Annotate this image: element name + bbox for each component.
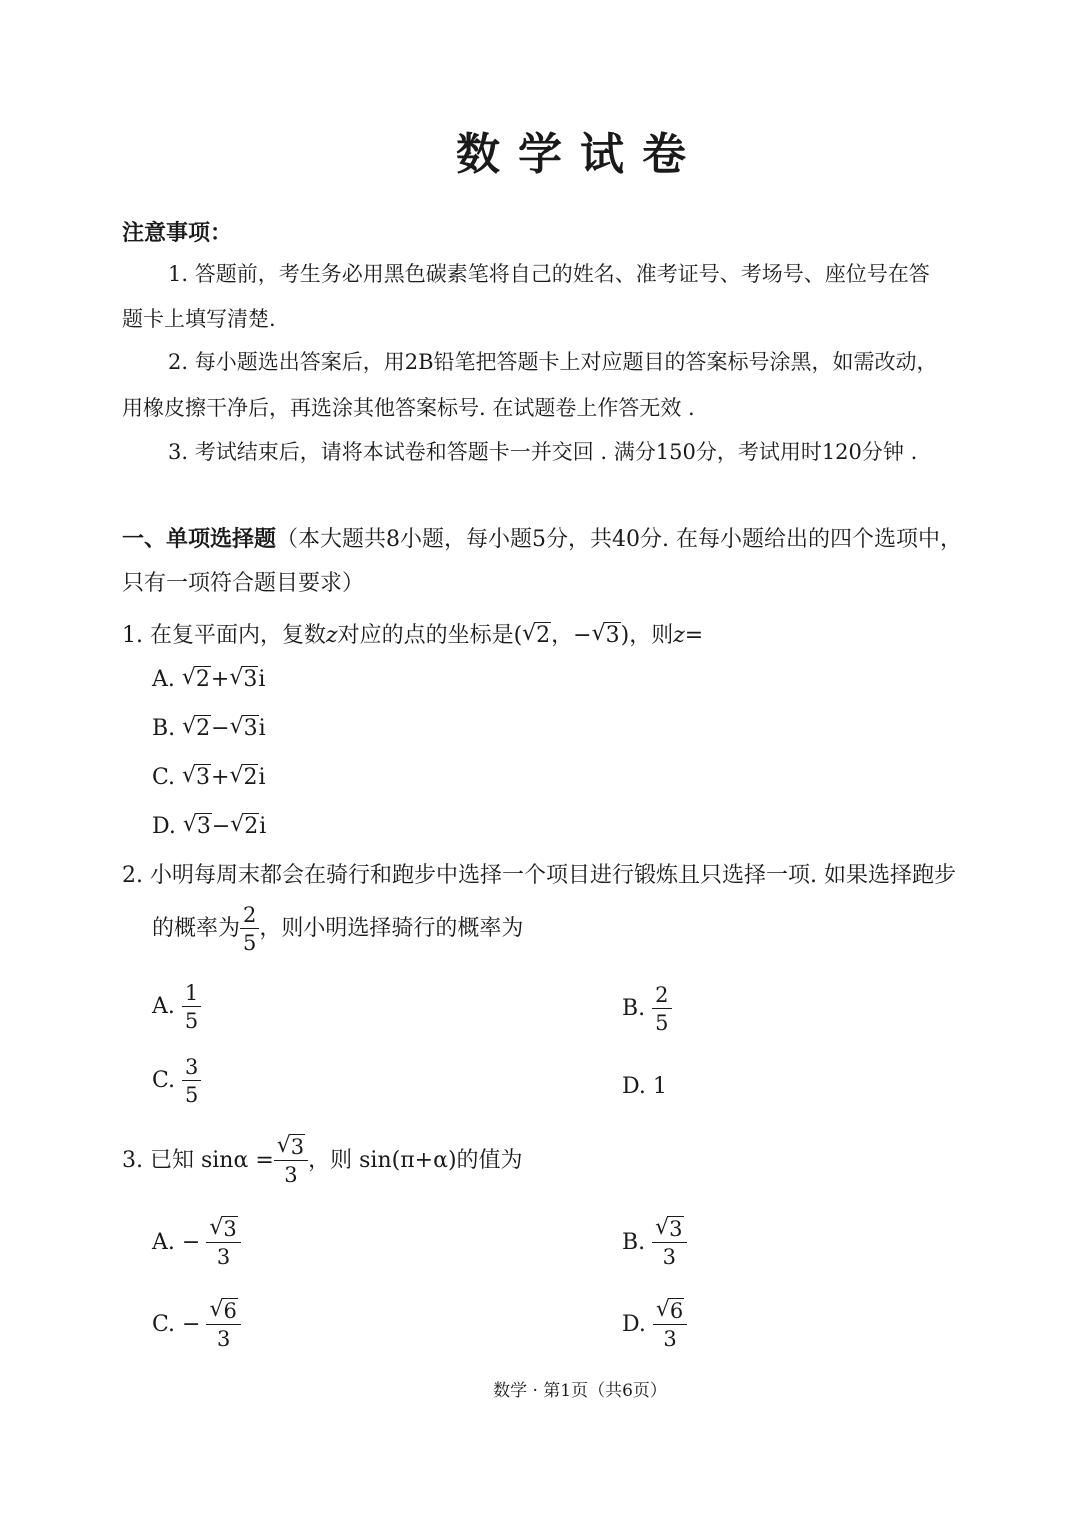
q1-var-z2: z [673,623,685,648]
notice-heading: 注意事项： [122,220,233,246]
fraction [652,984,671,1034]
q1-sep: ，− [551,623,592,648]
option-label: A. [152,667,175,692]
q1-text-a: 1. 在复平面内，复数 [122,623,326,648]
q3-option-b[interactable] [622,1218,687,1268]
q1-option-d[interactable] [152,814,266,839]
option-label: D. [622,1074,646,1099]
denominator: 5 [243,931,257,956]
sqrt [183,814,212,839]
option-label: B. [622,1230,646,1256]
imag-unit: i [259,814,267,839]
question-2-stem-2 [152,904,523,954]
imag-unit: i [258,765,266,790]
sign: − [181,1230,201,1256]
sqrt [209,1218,237,1240]
sqrt [229,765,258,790]
notice-line-2b: 用橡皮擦干净后，再选涂其他答案标号. 在试题卷上作答无效 . [122,396,695,420]
option-value: 1 [652,1074,667,1099]
q2-text-b: ，则小明选择骑行的概率为 [259,916,524,942]
radicand: 3 [223,1217,237,1241]
option-label: A. [152,1230,175,1256]
q3-text-a: 3. 已知 sinα = [122,1148,274,1174]
section-desc: （本大题共8小题，每小题5分，共40分. 在每小题给出的四个选项中， [276,527,962,552]
numerator: 1 [182,982,201,1007]
imag-unit: i [258,716,266,741]
option-label: C. [152,1312,176,1338]
denominator: 5 [185,1083,199,1108]
operator: + [210,667,230,692]
option-label: D. [152,814,176,839]
sign: − [182,1312,201,1338]
sqrt [209,1300,237,1322]
sqrt [182,667,211,692]
operator: + [211,765,230,790]
numerator: 2 [240,904,259,929]
radicand: 3 [196,765,211,790]
sqrt [182,765,211,790]
sqrt [229,667,258,692]
denominator: 3 [216,1327,231,1352]
q2-option-b[interactable] [622,984,672,1034]
fraction [182,1056,201,1106]
section-heading [122,522,962,553]
question-1-stem [122,618,703,649]
section-desc-2: 只有一项符合题目要求） [122,571,365,596]
notice-line-1b: 题卡上填写清楚. [122,307,276,331]
radicand: 3 [669,1217,683,1241]
fraction [653,1300,687,1350]
numerator [652,1218,686,1243]
q3-option-d[interactable] [622,1300,687,1350]
q3-fraction [274,1136,308,1186]
fraction [206,1218,240,1268]
q1-option-b[interactable] [152,716,266,741]
radicand: 2 [244,814,259,839]
q1-radicand-2: 3 [605,623,620,648]
option-label: B. [622,996,646,1022]
notice-line-3: 3. 考试结束后，请将本试卷和答题卡一并交回 . 满分150分，考试用时120分钟 . [168,440,918,464]
radicand: 6 [223,1299,237,1323]
q1-eq: = [684,623,704,648]
operator: − [211,716,230,741]
operator: − [211,814,231,839]
fraction [206,1300,240,1350]
q2-text-a: 的概率为 [152,916,241,942]
page-footer: 数学 · 第1页（共6页） [493,1381,667,1401]
page-title: 数学试卷 [456,129,704,180]
sqrt [182,716,211,741]
numerator [653,1300,687,1325]
q1-var-z: z [325,623,338,648]
fraction [182,982,201,1032]
section-title: 一、单项选择题 [122,526,277,552]
radicand: 2 [196,716,211,741]
sqrt [277,1136,305,1158]
option-label: A. [152,994,175,1020]
imag-unit: i [258,667,266,692]
radicand: 6 [669,1299,684,1323]
radicand: 3 [290,1135,305,1159]
q2-fraction [240,904,259,954]
q1-text-c: )，则 [620,623,674,648]
q3-text-b: ，则 sin(π+α)的值为 [308,1148,523,1174]
q1-text-b: 对应的点的坐标是( [337,623,523,648]
q1-radicand-1: 2 [536,623,551,648]
radicand: 2 [195,667,210,692]
sqrt [230,716,259,741]
option-label: C. [152,1068,176,1094]
q1-option-a[interactable] [152,667,265,692]
denominator: 3 [663,1327,677,1352]
denominator: 3 [284,1163,298,1188]
numerator [206,1300,240,1325]
numerator: 2 [652,984,671,1009]
denominator: 3 [216,1245,231,1270]
denominator: 3 [662,1245,677,1270]
q2-option-d[interactable] [622,1074,667,1099]
option-label: D. [622,1312,646,1338]
fraction [652,1218,686,1268]
sqrt [230,814,259,839]
option-label: C. [152,765,176,790]
denominator: 5 [655,1011,669,1036]
radicand: 3 [196,814,211,839]
q1-sqrt-1 [522,623,551,648]
q2-option-c[interactable] [152,1056,201,1106]
question-3-stem [122,1136,523,1186]
q3-option-c[interactable] [152,1300,241,1350]
denominator: 5 [184,1009,199,1034]
sqrt [655,1218,683,1240]
radicand: 3 [243,716,258,741]
option-label: B. [152,716,176,741]
numerator [274,1136,308,1161]
numerator: 3 [182,1056,201,1081]
radicand: 2 [243,765,258,790]
question-2-stem: 2. 小明每周末都会在骑行和跑步中选择一个项目进行锻炼且只选择一项. 如果选择跑步 [122,863,956,888]
radicand: 3 [243,667,258,692]
notice-line-2: 2. 每小题选出答案后，用2B铅笔把答题卡上对应题目的答案标号涂黑，如需改动， [168,350,938,374]
q3-option-a[interactable] [152,1218,241,1268]
numerator [206,1218,240,1243]
q2-option-a[interactable] [152,982,201,1032]
notice-line-1: 1. 答题前，考生务必用黑色碳素笔将自己的姓名、准考证号、考场号、座位号在答 [168,262,930,286]
sqrt [656,1300,684,1322]
q1-option-c[interactable] [152,765,266,790]
q1-sqrt-2 [592,623,621,648]
